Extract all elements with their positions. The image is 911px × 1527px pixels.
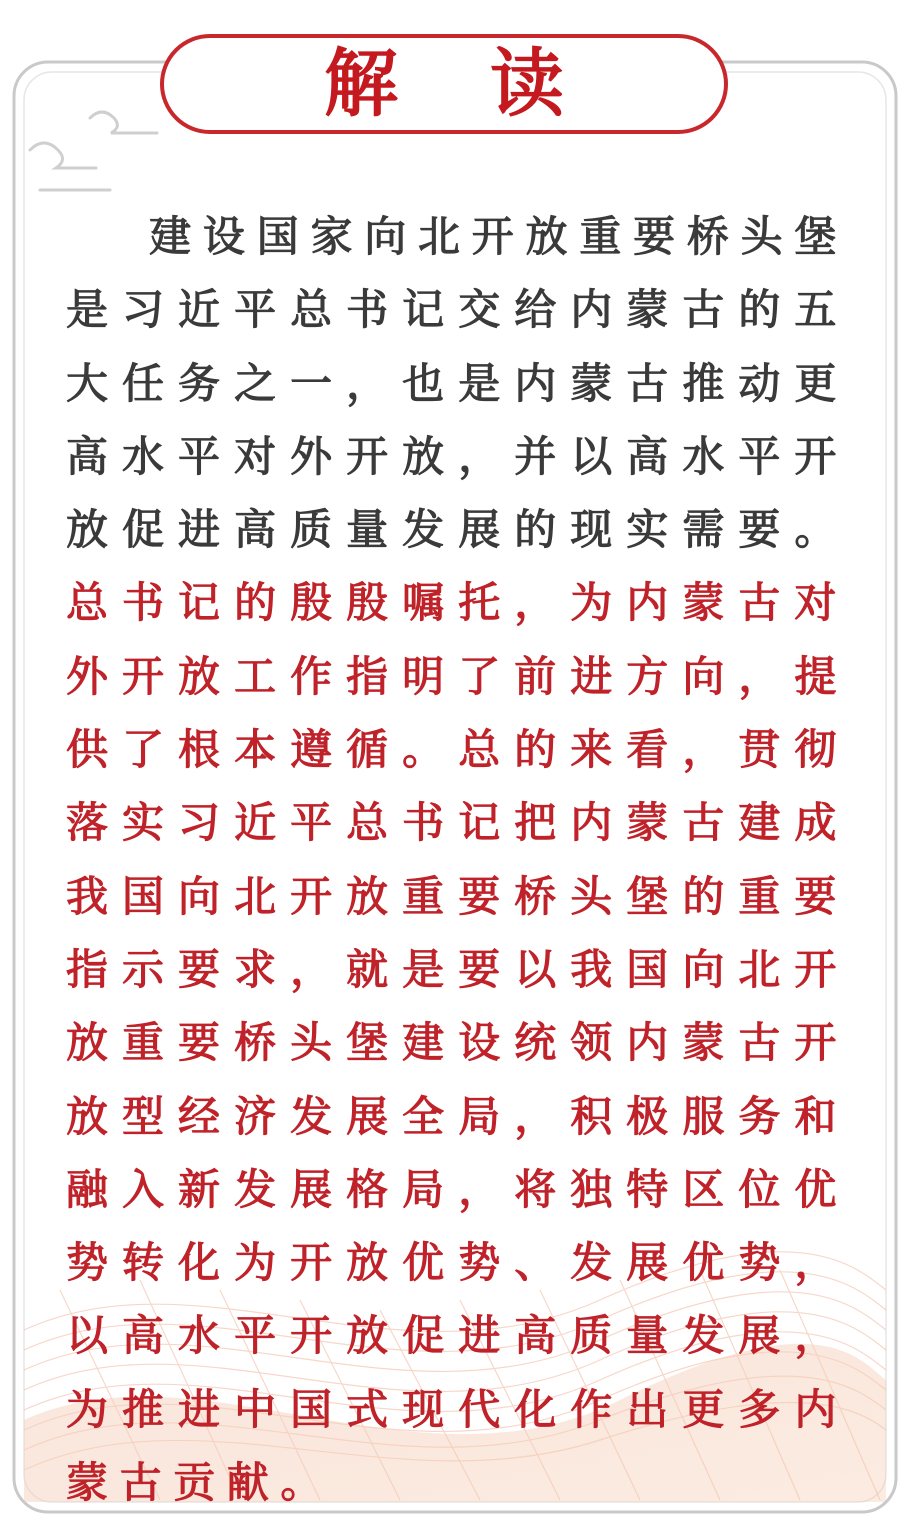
- page-title: 解读: [324, 41, 656, 127]
- body-paragraph: [66, 200, 848, 1519]
- title-banner: [160, 34, 728, 134]
- body-intro-text: 建设国家向北开放重要桥头堡是习近平总书记交给内蒙古的五大任务之一，也是内蒙古推动更高水平对外开放，并以高水平开放促进高质量发展的现实需要。: [66, 212, 848, 555]
- body-highlight-text: 总书记的殷殷嘱托，为内蒙古对外开放工作指明了前进方向，提供了根本遵循。总的来看，贯彻落实习近平总书记把内蒙古建成我国向北开放重要桥头堡的重要指示要求，就是要以我国向北开放重要桥头堡建设统领内蒙古开放型经济发展全局，积极服务和融入新发展格局，将独特区位优势转化为开放优势、发展优势，以高水平开放促进高质量发展，为推进中国式现代化作出更多内蒙古贡献。: [66, 578, 848, 1508]
- cloud-ornament: [30, 112, 157, 190]
